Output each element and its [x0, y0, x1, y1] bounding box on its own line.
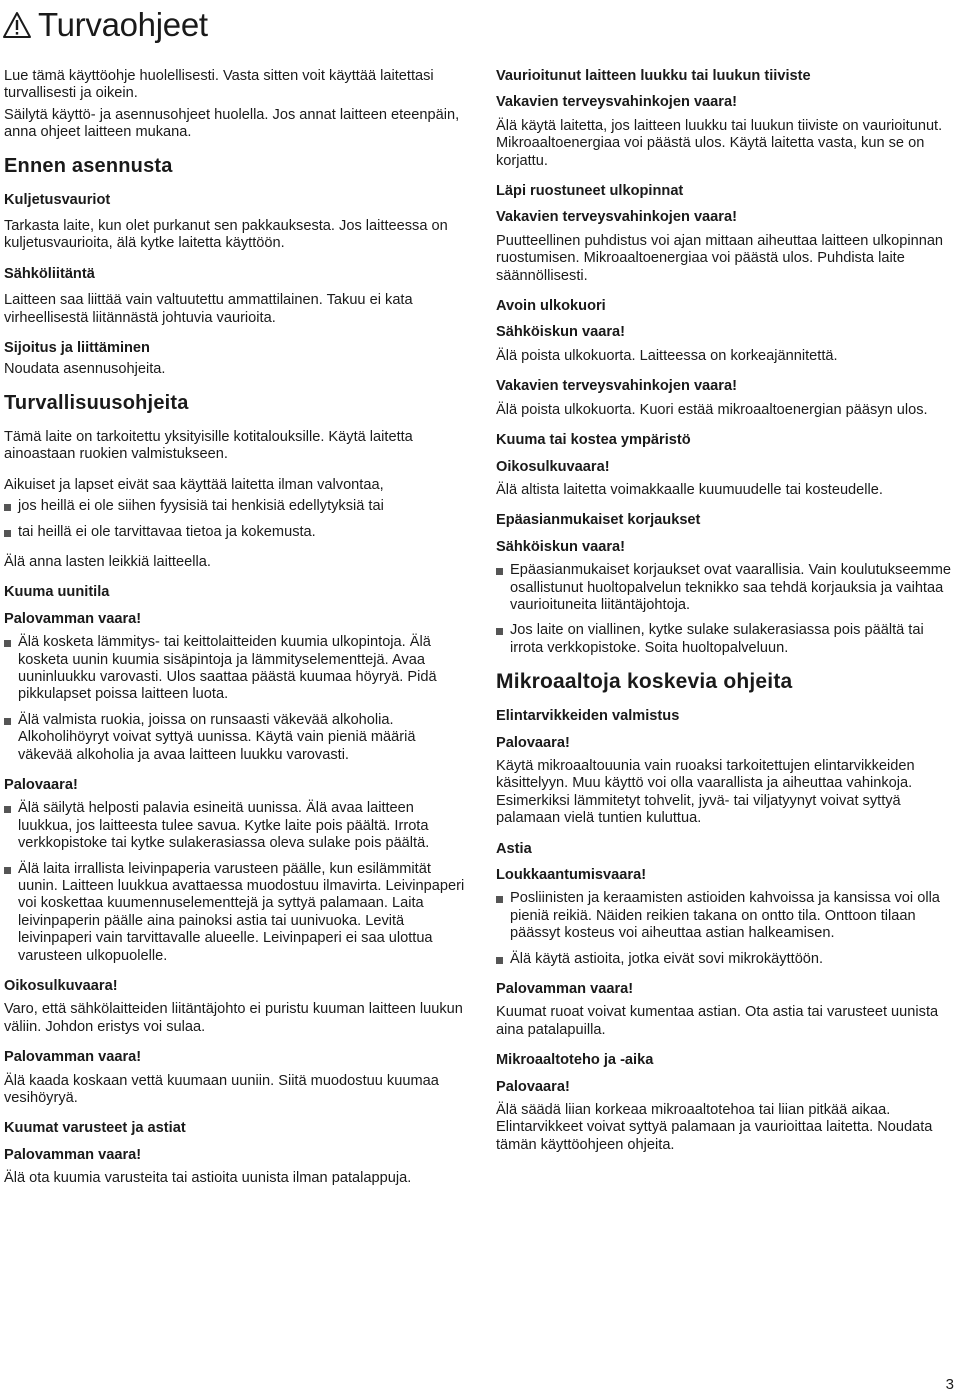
paragraph-dishes-2: Kuumat ruoat voivat kumentaa astian. Ota astia tai varusteet uunista aina patalapuilla.	[496, 1004, 939, 1038]
subheading-electrical-connection: Sähköliitäntä	[4, 265, 95, 282]
subheading-open-cover: Avoin ulkokuori	[496, 298, 606, 315]
list-item: jos heillä ei ole siihen fyysisiä tai henkisiä edellytyksiä tai	[4, 498, 466, 515]
paragraph-burn-3: Älä ota kuumia varusteita tai astioita uunista ilman patalappuja.	[4, 1170, 412, 1187]
subheading-hot-oven: Kuuma uunitila	[4, 584, 110, 601]
subheading-microwave-power-time: Mikroaaltoteho ja -aika	[496, 1052, 654, 1069]
warning-shock-repair: Sähköiskun vaara!	[496, 538, 625, 555]
section-heading-before-installation: Ennen asennusta	[4, 154, 173, 177]
paragraph-food: Käytä mikroaaltouunia vain ruoaksi tarkoitettujen elintarvikkeiden käsittelyyn. Muu käyttö voi olla vaarallista ja aiheuttaa vahinkoja. Esimerkiksi lämmitetyt tohvelit, jyvä- tai viljatyynyt voivat syttyä palamaan vielä tuntien kuluttua.	[496, 757, 915, 827]
subheading-improper-repairs: Epäasianmukaiset korjaukset	[496, 512, 701, 529]
page-title-text: Turvaohjeet	[38, 6, 208, 43]
list-item: Älä valmista ruokia, joissa on runsaasti väkevää alkoholia. Alkoholihöyryt voivat syttyä uunissa. Käytä vain pieniä määriä väkevää alkoholia ja avaa laitteen luukku varovasti.	[4, 712, 466, 764]
subheading-hot-humid-environment: Kuuma tai kostea ympäristö	[496, 432, 691, 449]
warning-short-circuit: Oikosulkuvaara!	[4, 978, 118, 995]
subheading-food-preparation: Elintarvikkeiden valmistus	[496, 708, 680, 725]
warning-short-circuit-humid: Oikosulkuvaara!	[496, 458, 610, 475]
burn-bullet-list	[4, 634, 466, 764]
fire-bullet-list	[4, 800, 466, 965]
warning-burn-dishes: Palovamman vaara!	[496, 981, 634, 998]
list-item: tai heillä ei ole tarvittavaa tietoa ja kokemusta.	[4, 524, 466, 541]
subheading-hot-accessories: Kuumat varusteet ja astiat	[4, 1120, 186, 1137]
warning-burn-1: Palovamman vaara!	[4, 610, 142, 627]
warning-burn-2: Palovamman vaara!	[4, 1049, 142, 1066]
list-item: Posliinisten ja keraamisten astioiden kahvoissa ja kansissa voi olla pieniä reikiä. Näiden reikien takana on ontto tila. Onttoon tilaan päässyt kosteus voi aiheuttaa astian halkeamisen.	[496, 890, 958, 942]
warning-health-cover: Vakavien terveysvahinkojen vaara!	[496, 378, 737, 395]
warning-fire: Palovaara!	[4, 776, 78, 793]
list-item: Älä laita irrallista leivinpaperia varusteen päälle, kun esilämmität uunin. Laitteen luukkua avattaessa muodostuu ilmavirta. Leivinpaperi voi koskettaa kuumennuselementtejä ja syttyä palamaan. Laita leivinpaperin päälle aina painoksi astia tai uunivuoka. Levitä leivinpaperi vain tarvittavalle alueelle. Leivinpaperi ei saa ulottua varusteen ulkopuolelle.	[4, 861, 466, 965]
warning-shock-cover: Sähköiskun vaara!	[496, 324, 625, 341]
list-item: Älä säilytä helposti palavia esineitä uunissa. Älä avaa laitteen luukkua, jos laitteesta tulee savua. Kytke laite pois päältä. Irrota verkkopistoke tai kytke sulakerasiassa oleva sulake pois päältä.	[4, 800, 466, 852]
paragraph-burn-2: Älä kaada koskaan vettä kuumaan uuniin. Siitä muodostuu kuumaa vesihöyryä.	[4, 1072, 439, 1107]
paragraph-transport-damage: Tarkasta laite, kun olet purkanut sen pakkauksesta. Jos laitteessa on kuljetusvaurioita, älä kytke laitetta käyttöön.	[4, 218, 448, 252]
intro-paragraph-2: Säilytä käyttö- ja asennusohjeet huolella. Jos annat laitteen eteenpäin, anna ohjeet laitteen mukana.	[4, 106, 460, 141]
warning-injury-dishes: Loukkaantumisvaara!	[496, 867, 647, 883]
section-heading-microwave: Mikroaaltoja koskevia ohjeita	[496, 670, 793, 694]
repair-bullet-list	[496, 562, 958, 657]
paragraph-safety-2: Aikuiset ja lapset eivät saa käyttää laitetta ilman valvontaa,	[4, 476, 384, 493]
warning-triangle-icon	[2, 11, 32, 39]
paragraph-short-circuit: Varo, että sähkölaitteiden liitäntäjohto ei puristu kuuman laitteen luukun väliin. Johdon eristys voi sulaa.	[4, 1001, 463, 1035]
safety-bullet-list	[4, 498, 466, 541]
paragraph-damaged-door: Älä käytä laitetta, jos laitteen luukku tai luukun tiiviste on vaurioitunut. Mikroaaltoenergiaa voi päästä ulos. Käytä laitetta vasta, kun se on korjattu.	[496, 117, 943, 169]
subheading-placement: Sijoitus ja liittäminen	[4, 340, 150, 357]
paragraph-placement: Noudata asennusohjeita.	[4, 361, 166, 378]
subheading-damaged-door: Vaurioitunut laitteen luukku tai luukun tiiviste	[496, 68, 811, 84]
right-column	[496, 68, 958, 1167]
warning-fire-power: Palovaara!	[496, 1078, 570, 1095]
list-item: Jos laite on viallinen, kytke sulake sulakerasiassa pois päältä tai irrota verkkopistoke. Soita huoltopalveluun.	[496, 622, 958, 657]
left-column	[4, 68, 466, 1201]
intro-paragraph-1: Lue tämä käyttöohje huolellisesti. Vasta sitten voit käyttää laitettasi turvallisesti ja oikein.	[4, 68, 434, 102]
list-item: Älä kosketa lämmitys- tai keittolaitteiden kuumia ulkopintoja. Älä kosketa uunin kuumia sisäpintoja ja lämmityselementtejä. Avaa uuninluukku varovasti. Ulos saattaa päästä kuumaa höyryä. Pidä pikkulapset poissa laitteen luota.	[4, 634, 466, 704]
subheading-transport-damage: Kuljetusvauriot	[4, 191, 111, 208]
list-item: Epäasianmukaiset korjaukset ovat vaarallisia. Vain koulutukseemme osallistunut huoltopalvelun teknikko saa tehdä korjauksia ja vaihtaa vaurioituneita liitäntäjohtoja.	[496, 562, 958, 614]
warning-health-rust: Vakavien terveysvahinkojen vaara!	[496, 209, 737, 226]
section-heading-safety: Turvallisuusohjeita	[4, 391, 189, 414]
page-number: 3	[945, 1376, 954, 1393]
list-item: Älä käytä astioita, jotka eivät sovi mikrokäyttöön.	[496, 951, 958, 968]
paragraph-cover-2: Älä poista ulkokuorta. Kuori estää mikroaaltoenergian pääsyn ulos.	[496, 401, 928, 418]
paragraph-rusted-surfaces: Puutteellinen puhdistus voi ajan mittaan aiheuttaa laitteen ulkopinnan ruostumisen. Mikroaaltoenergiaa voi päästä ulos. Puhdista laite säännöllisesti.	[496, 232, 944, 284]
paragraph-cover-1: Älä poista ulkokuorta. Laitteessa on korkeajännitettä.	[496, 347, 838, 364]
paragraph-children: Älä anna lasten leikkiä laitteella.	[4, 553, 211, 570]
paragraph-power: Älä säädä liian korkeaa mikroaaltotehoa tai liian pitkää aikaa. Elintarvikkeet voivat syttyä palamaan ja vaurioittaa laitetta. Noudata tämän käyttöohjeen ohjeita.	[496, 1102, 933, 1153]
warning-fire-food: Palovaara!	[496, 734, 570, 751]
paragraph-electrical-connection: Laitteen saa liittää vain valtuutettu ammattilainen. Takuu ei kata virheellisestä liitännästä johtuvia vaurioita.	[4, 292, 413, 326]
warning-burn-3: Palovamman vaara!	[4, 1146, 142, 1163]
paragraph-humid: Älä altista laitetta voimakkaalle kuumuudelle tai kosteudelle.	[496, 481, 883, 498]
paragraph-safety-1: Tämä laite on tarkoitettu yksityisille kotitalouksille. Käytä laitetta ainoastaan ruokien valmistukseen.	[4, 428, 413, 463]
subheading-rusted-surfaces: Läpi ruostuneet ulkopinnat	[496, 183, 684, 200]
dishes-bullet-list	[496, 890, 958, 968]
page-title	[2, 6, 208, 44]
warning-health-door: Vakavien terveysvahinkojen vaara!	[496, 94, 737, 111]
subheading-dishes: Astia	[496, 840, 532, 857]
